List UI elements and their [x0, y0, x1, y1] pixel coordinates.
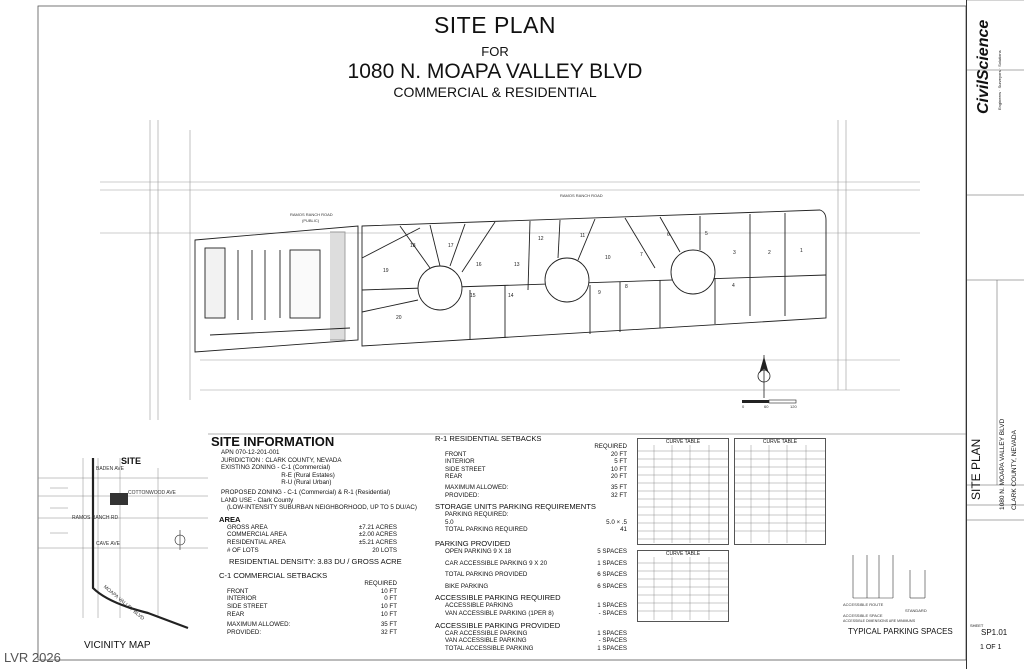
vicinity-map-label: VICINITY MAP [84, 640, 151, 651]
curve-table-grid [735, 445, 825, 543]
residential-setbacks-panel [435, 434, 627, 652]
subtitle: COMMERCIAL & RESIDENTIAL [393, 84, 597, 100]
lot-5: 5 [705, 231, 708, 237]
zoning-c1: C-1 (Commercial) [281, 464, 331, 472]
c1-row: INTERIOR 0 FT [227, 595, 397, 603]
sheet-address: 1080 N. MOAPA VALLEY BLVD [999, 418, 1006, 510]
r1-row: INTERIOR 5 FT [445, 458, 627, 466]
lot-1: 1 [800, 248, 803, 254]
street-baden: BADEN AVE [96, 466, 124, 472]
jurisdiction: JURIDICTION : CLARK COUNTY, NEVADA [221, 456, 342, 464]
r1-row: REAR 20 FT [445, 473, 627, 481]
lot-2: 2 [768, 250, 771, 256]
curve-table-grid [638, 557, 728, 620]
area-heading: AREA [219, 514, 241, 524]
vicinity-site-label: SITE [121, 456, 142, 466]
r1-heading: R-1 RESIDENTIAL SETBACKS [435, 434, 542, 443]
site-info-heading: SITE INFORMATION [211, 434, 335, 449]
accessible-provided-heading: ACCESSIBLE PARKING PROVIDED [435, 620, 561, 630]
sheet-label: SHEET [970, 623, 984, 628]
acc-prov-row: VAN ACCESSIBLE PARKING - SPACES [445, 637, 627, 645]
sheet-of: 1 OF 1 [980, 644, 1002, 651]
company-tagline: Engineers · Surveyors · Solutions [997, 50, 1002, 110]
parking-row: TOTAL PARKING PROVIDED 6 SPACES [445, 571, 627, 579]
street-cave: CAVE AVE [96, 541, 120, 547]
r1-row: SIDE STREET 10 FT [445, 465, 627, 473]
c1-row: FRONT 10 FT [227, 587, 397, 595]
accessible-space-label: ACCESSIBLE SPACE [843, 613, 883, 618]
lot-18: 18 [410, 243, 416, 249]
lot-20: 20 [396, 315, 402, 321]
accessible-required-heading: ACCESSIBLE PARKING REQUIRED [435, 593, 561, 603]
street-cottonwood: COTTONWOOD AVE [128, 490, 176, 496]
land-use: LAND USE - Clark County [221, 496, 294, 504]
lot-12: 12 [538, 236, 544, 242]
lot-3: 3 [733, 250, 736, 256]
lot-10: 10 [605, 255, 611, 261]
r1-required-label: REQUIRED [594, 443, 627, 450]
zoning-re: R-E (Rural Estates) [281, 471, 335, 479]
c1-required-label: REQUIRED [364, 580, 397, 588]
road-label-top: RAMOS RANCH ROAD [290, 212, 333, 217]
storage-required: PARKING REQUIRED: [445, 511, 509, 519]
storage-total: TOTAL PARKING REQUIRED 41 [445, 526, 627, 534]
c1-row: REAR 10 FT [227, 610, 397, 618]
lot-17: 17 [448, 243, 454, 249]
parking-provided-heading: PARKING PROVIDED [435, 538, 511, 548]
parking-row: OPEN PARKING 9 X 18 5 SPACES [445, 547, 627, 555]
zoning-ru: R-U (Rural Urban) [281, 479, 332, 487]
sheet-title: SITE PLAN [969, 438, 983, 500]
acc-req-row: ACCESSIBLE PARKING 1 SPACES [445, 602, 627, 610]
street-moapa-valley: MOAPA VALLEY BLVD [102, 584, 146, 622]
accessible-note: ACCESSIBLE DIMENSIONS ARE MINIMUMS [843, 619, 916, 623]
lot-11: 11 [580, 233, 586, 239]
lot-16: 16 [476, 262, 482, 268]
curve-table-1: CURVE TABLE [637, 438, 729, 545]
parking-row: BIKE PARKING 6 SPACES [445, 582, 627, 590]
c1-setbacks-heading: C-1 COMMERCIAL SETBACKS [219, 571, 328, 581]
site-information-panel [211, 434, 421, 636]
address-title: 1080 N. MOAPA VALLEY BLVD [347, 60, 643, 83]
storage-heading: STORAGE UNITS PARKING REQUIREMENTS [435, 502, 596, 512]
watermark: LVR 2026 [4, 650, 61, 665]
acc-prov-row: TOTAL ACCESSIBLE PARKING 1 SPACES [445, 644, 627, 652]
company-logo: CivilScience [975, 19, 992, 114]
existing-zoning-label: EXISTING ZONING - [221, 464, 280, 472]
lot-9: 9 [598, 290, 601, 296]
road-label-top-sub: (PUBLIC) [302, 218, 320, 223]
c1-row: MAXIMUM ALLOWED: 35 FT [227, 621, 397, 629]
r1-row: FRONT 20 FT [445, 450, 627, 458]
typical-parking-label: TYPICAL PARKING SPACES [848, 627, 953, 636]
apn: APN 070-12-201-001 [221, 449, 280, 456]
lot-15: 15 [470, 293, 476, 299]
street-ramos-ranch: RAMOS RANCH RD [72, 515, 119, 521]
standard-label: STANDARD [905, 608, 927, 613]
c1-row: SIDE STREET 10 FT [227, 602, 397, 610]
lot-13: 13 [514, 262, 520, 268]
residential-density: RESIDENTIAL DENSITY: 3.83 DU / GROSS ACRE [229, 557, 402, 567]
lot-4: 4 [732, 283, 735, 289]
curve-table-2: CURVE TABLE [734, 438, 826, 545]
area-row: GROSS AREA ±7.21 ACRES [227, 523, 397, 531]
for-label: FOR [481, 44, 509, 59]
lot-19: 19 [383, 268, 389, 274]
scale-60: 60 [764, 404, 769, 409]
sheet-county: CLARK COUNTY, NEVADA [1011, 430, 1018, 510]
curve-table-grid [638, 445, 728, 543]
curve-table-3: CURVE TABLE [637, 550, 729, 622]
area-row: # OF LOTS 20 LOTS [227, 546, 397, 554]
road-label-top-2: RAMOS RANCH ROAD [560, 193, 603, 198]
sheet-number: SP1.01 [981, 628, 1008, 637]
acc-prov-row: CAR ACCESSIBLE PARKING 1 SPACES [445, 629, 627, 637]
lot-7: 7 [640, 252, 643, 258]
land-use-desc: (LOW-INTENSITY SUBURBAN NEIGHBORHOOD, UP TO 5 DU/AC) [227, 504, 417, 512]
storage-calc: 5.0 5.0 × .5 [445, 518, 627, 526]
lot-6: 6 [667, 232, 670, 238]
lot-14: 14 [508, 293, 514, 299]
parking-detail-drawing [845, 550, 955, 610]
lot-8: 8 [625, 284, 628, 290]
proposed-zoning: PROPOSED ZONING - C-1 (Commercial) & R-1 (Residential) [221, 488, 391, 496]
area-row: COMMERCIAL AREA ±2.00 ACRES [227, 531, 397, 539]
acc-req-row: VAN ACCESSIBLE PARKING (1PER 8) - SPACES [445, 609, 627, 617]
parking-row: CAR ACCESSIBLE PARKING 9 X 20 1 SPACES [445, 559, 627, 567]
title-block [966, 0, 1024, 669]
scale-120: 120 [790, 404, 797, 409]
r1-row: PROVIDED: 32 FT [445, 491, 627, 499]
page-title: SITE PLAN [433, 12, 557, 38]
accessible-route-label: ACCESSIBLE ROUTE [843, 602, 884, 607]
c1-row: PROVIDED: 32 FT [227, 628, 397, 636]
r1-row: MAXIMUM ALLOWED: 35 FT [445, 483, 627, 491]
area-row: RESIDENTIAL AREA ±5.21 ACRES [227, 538, 397, 546]
scale-0: 0 [742, 404, 745, 409]
